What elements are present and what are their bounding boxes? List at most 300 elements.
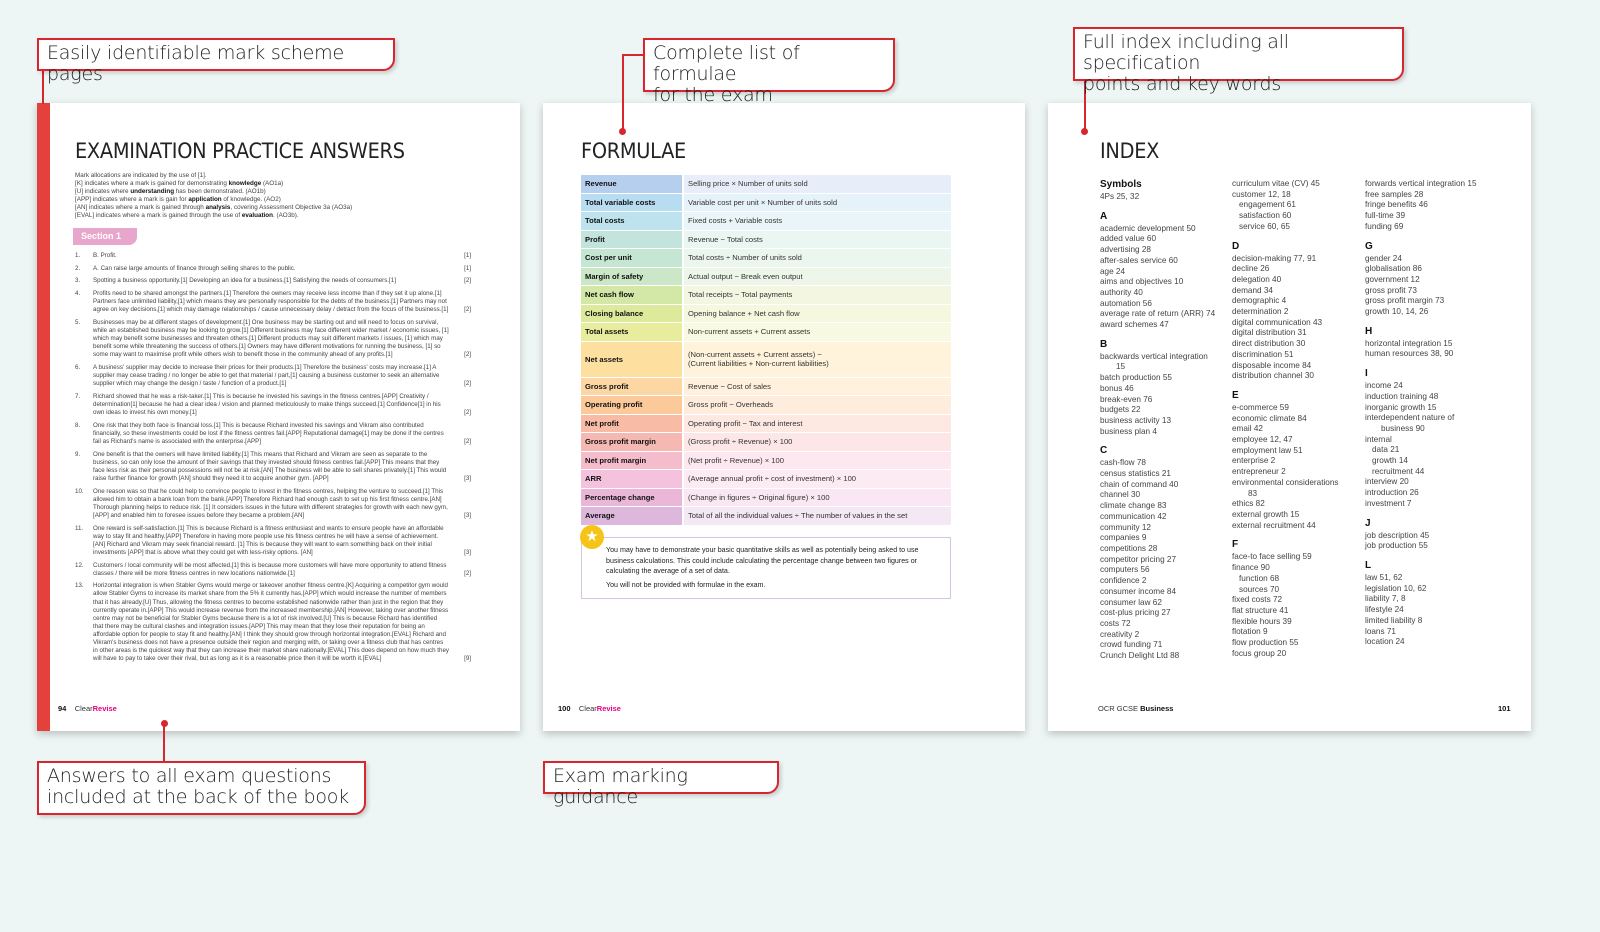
index-entry: finance 90 bbox=[1232, 563, 1270, 573]
index-entry: induction training 48 bbox=[1365, 391, 1439, 401]
index-entry: after-sales service 60 bbox=[1100, 255, 1178, 265]
formula-expression: Revenue − Cost of sales bbox=[684, 378, 951, 396]
index-entry: creativity 2 bbox=[1100, 629, 1140, 639]
index-entry: break-even 76 bbox=[1100, 394, 1153, 404]
answer-marks: [3] bbox=[464, 474, 471, 482]
formula-row bbox=[581, 378, 951, 396]
index-entry: interdependent nature of bbox=[1365, 413, 1455, 423]
index-entry: engagement 61 bbox=[1239, 200, 1296, 210]
formula-name: Margin of safety bbox=[581, 268, 682, 286]
index-letter-heading: E bbox=[1232, 389, 1239, 401]
brand-logo-revise: Revise bbox=[596, 704, 621, 713]
answer-marks: [2] bbox=[464, 351, 471, 359]
intro-keyword: application bbox=[188, 195, 222, 203]
formula-row bbox=[581, 323, 951, 341]
index-entry: flexible hours 39 bbox=[1232, 616, 1292, 626]
answer-number: 9. bbox=[75, 450, 81, 458]
index-entry: competitor pricing 27 bbox=[1100, 554, 1176, 564]
callout-text: Exam marking guidance bbox=[553, 765, 688, 808]
index-letter-heading: G bbox=[1365, 240, 1373, 252]
formula-name: Operating profit bbox=[581, 396, 682, 414]
index-entry: average rate of return (ARR) 74 bbox=[1100, 309, 1216, 319]
intro-text: has been demonstrated. (AO1b) bbox=[174, 187, 266, 195]
index-entry: community 12 bbox=[1100, 522, 1151, 532]
answer-item bbox=[75, 488, 471, 520]
index-entry: sources 70 bbox=[1239, 584, 1280, 594]
answer-text: One reason was so that he could help to convince people to invest in the fitness centres, helping the venture to succeed.[1] This allowed him to obtain a bank loan from the bank.[APP] Therefore Richard had enough cash to set up his first fitness centre.[AN] Thorough planning helps to reduce risk. [1] It considers issues in the future with different strategies for growth with each new gym,[APP] and enabled him to foresee issues before they became a problem.[AN] bbox=[93, 487, 448, 519]
index-entry: advertising 28 bbox=[1100, 245, 1151, 255]
callout-text: included at the back of the book bbox=[47, 786, 349, 808]
formula-expression: Revenue − Total costs bbox=[684, 231, 951, 249]
index-entry: authority 40 bbox=[1100, 287, 1143, 297]
index-entry: full-time 39 bbox=[1365, 211, 1406, 221]
answer-item bbox=[75, 562, 471, 578]
answer-text: Businesses may be at different stages of development.[1] One business may be starting out and will need to focus on survival, while an established business may be looking to grow.[1] Different business may face different wider market / economic issues, [1] which may benefit some businesses and threaten others.[1] Different products may suit different markets / issues, [1] which may benefit some while threatening the success of others.[1] Owners may have different motivations for running the business, [1] so some may want to maximise profit while others wish to benefit those in the community ahead of any profits.[1] bbox=[93, 318, 449, 359]
formula-name: ARR bbox=[581, 470, 682, 488]
index-entry: law 51, 62 bbox=[1365, 572, 1403, 582]
page-footer bbox=[1098, 704, 1173, 713]
formula-name: Revenue bbox=[581, 175, 682, 193]
index-entry: gross profit 73 bbox=[1365, 285, 1417, 295]
answer-number: 6. bbox=[75, 364, 81, 371]
index-entry: focus group 20 bbox=[1232, 648, 1287, 658]
footer-course: OCR GCSE bbox=[1098, 704, 1141, 713]
intro-text: of knowledge. (AO2) bbox=[221, 195, 281, 203]
callout-text: Easily identifiable mark scheme pages bbox=[47, 42, 344, 85]
index-entry: business 90 bbox=[1381, 423, 1425, 433]
formula-expression: Variable cost per unit × Number of units sold bbox=[684, 194, 951, 212]
index-entry: disposable income 84 bbox=[1232, 360, 1312, 370]
footer-subject: Business bbox=[1140, 704, 1174, 713]
connector-dot bbox=[1081, 128, 1088, 135]
callout-index bbox=[1073, 27, 1404, 95]
callout-text: for the exam bbox=[653, 84, 773, 106]
formula-row bbox=[581, 452, 951, 470]
answer-item bbox=[75, 277, 471, 285]
callout-text: points and key words bbox=[1083, 73, 1282, 95]
formula-expression: (Net profit ÷ Revenue) × 100 bbox=[684, 452, 951, 470]
index-entry: computers 56 bbox=[1100, 565, 1150, 575]
index-entry: external recruitment 44 bbox=[1232, 520, 1316, 530]
index-entry: human resources 38, 90 bbox=[1365, 349, 1454, 359]
index-entry: external growth 15 bbox=[1232, 509, 1300, 519]
index-entry: free samples 28 bbox=[1365, 189, 1424, 199]
intro-text: [AN] indicates where a mark is gained through bbox=[75, 203, 206, 211]
formula-expression: Fixed costs + Variable costs bbox=[684, 212, 951, 230]
index-entry: funding 69 bbox=[1365, 221, 1404, 231]
formula-expression: Non-current assets + Current assets bbox=[684, 323, 951, 341]
callout-text: Full index including all specification bbox=[1083, 31, 1289, 74]
index-letter-heading: B bbox=[1100, 338, 1108, 350]
index-letter-heading: A bbox=[1100, 210, 1108, 222]
index-entry: globalisation 86 bbox=[1365, 264, 1422, 274]
answer-marks: [1] bbox=[464, 252, 471, 259]
answer-number: 3. bbox=[75, 277, 81, 285]
index-entry: growth 10, 14, 26 bbox=[1365, 307, 1429, 317]
answer-number: 10. bbox=[75, 487, 84, 495]
answer-number: 4. bbox=[75, 290, 81, 298]
index-entry: cost-plus pricing 27 bbox=[1100, 608, 1171, 618]
intro-text: , covering Assessment Objective 3a (AO3a) bbox=[230, 203, 353, 211]
index-entry: digital communication 43 bbox=[1232, 317, 1323, 327]
index-entry: satisfaction 60 bbox=[1239, 211, 1292, 221]
intro-text: . (AO3b). bbox=[273, 211, 299, 219]
formulae-page bbox=[543, 103, 1025, 731]
page-title: INDEX bbox=[1100, 139, 1160, 163]
formula-name: Total variable costs bbox=[581, 194, 682, 212]
formula-row bbox=[581, 194, 951, 212]
index-entry: crowd funding 71 bbox=[1100, 640, 1163, 650]
formula-name: Net profit bbox=[581, 415, 682, 433]
index-entry: discrimination 51 bbox=[1232, 349, 1294, 359]
index-entry: confidence 2 bbox=[1100, 576, 1147, 586]
connector-line bbox=[622, 54, 644, 56]
index-entry: lifestyle 24 bbox=[1365, 605, 1404, 615]
connector-dot bbox=[619, 128, 626, 135]
answer-marks: [2] bbox=[464, 306, 471, 314]
formula-row bbox=[581, 268, 951, 286]
index-column bbox=[1232, 179, 1362, 659]
intro-line bbox=[75, 196, 352, 204]
intro-keyword: knowledge bbox=[228, 179, 262, 187]
answer-item bbox=[75, 393, 471, 417]
index-entry: direct distribution 30 bbox=[1232, 339, 1306, 349]
brand-logo-revise: Revise bbox=[92, 704, 117, 713]
formula-row bbox=[581, 433, 951, 451]
index-entry: internal bbox=[1365, 434, 1392, 444]
formula-expression: (Non-current assets + Current assets) − (Current liabilities + Non-current liabilities) bbox=[684, 342, 951, 377]
answer-number: 13. bbox=[75, 582, 84, 590]
index-entry: ethics 82 bbox=[1232, 499, 1265, 509]
page-footer bbox=[58, 704, 117, 713]
index-entry: limited liability 8 bbox=[1365, 615, 1423, 625]
formula-name: Total costs bbox=[581, 212, 682, 230]
intro-line bbox=[75, 180, 352, 188]
exam-tip-box bbox=[581, 537, 951, 599]
index-entry: costs 72 bbox=[1100, 618, 1131, 628]
page-footer-number bbox=[1498, 704, 1511, 713]
answer-item bbox=[75, 422, 471, 446]
formula-row bbox=[581, 249, 951, 267]
formula-row bbox=[581, 507, 951, 525]
callout-answers bbox=[37, 761, 366, 815]
index-entry: location 24 bbox=[1365, 637, 1405, 647]
index-entry: aims and objectives 10 bbox=[1100, 277, 1184, 287]
index-entry: demographic 4 bbox=[1232, 296, 1287, 306]
intro-text: [APP] indicates where a mark is gain for bbox=[75, 195, 189, 203]
answer-text: Horizontal integration is when Stabler Gyms would merge or takeover another fitness centre.[K] Acquiring a competitor gym would allow Stabler Gyms to increase its market share from the 5% it currently has,[APP] which would increase the number of members that it has already.[U] Thus, allowing the fitness centres to become established nationwide rather than just in the region that they currently operate in.[APP] This would increase revenue from the increased membership.[AN] However, taking over another fitness centre may not be beneficial for Stabler Gyms because there is a lot of risk involved.[U] This is because Richard has identified that there may be cultural clashes and integration issues.[APP] This may mean that they lose their reputation for being an affordable option for people to stay fit and healthy.[AN] I think they should grow through horizontal integration.[EVAL] Richard and Vikram's business does not have a presence outside their region and merging with, or taking over a fitness club that has centres in other areas is the quickest way that they can increase their market share nationally.[EVAL] This does depend on how much they will have to pay to take over their rival, but as long as it is a reasonable price then it will be worth it.[EVAL] bbox=[93, 582, 449, 663]
page-number: 101 bbox=[1498, 704, 1511, 713]
index-entry: demand 34 bbox=[1232, 285, 1273, 295]
exam-tip-note: You will not be provided with formulae in the exam. bbox=[606, 580, 766, 589]
answer-number: 2. bbox=[75, 264, 81, 272]
star-icon: ★ bbox=[580, 525, 604, 549]
formula-name: Net assets bbox=[581, 342, 682, 377]
index-entry: channel 30 bbox=[1100, 490, 1141, 500]
answer-number: 5. bbox=[75, 318, 81, 326]
answer-item bbox=[75, 265, 471, 273]
index-entry: 83 bbox=[1248, 488, 1258, 498]
index-entry: liability 7, 8 bbox=[1365, 594, 1406, 604]
index-entry: horizontal integration 15 bbox=[1365, 338, 1453, 348]
index-entry: bonus 46 bbox=[1100, 383, 1134, 393]
callout-guidance bbox=[543, 761, 779, 808]
formula-row bbox=[581, 415, 951, 433]
answer-marks: [2] bbox=[464, 409, 471, 417]
index-entry: consumer income 84 bbox=[1100, 586, 1176, 596]
mark-scheme-edge-bar bbox=[37, 103, 50, 731]
index-entry: email 42 bbox=[1232, 424, 1263, 434]
index-entry: data 21 bbox=[1372, 445, 1400, 455]
page-number: 100 bbox=[558, 704, 571, 713]
index-entry: companies 9 bbox=[1100, 533, 1147, 543]
formula-name: Net cash flow bbox=[581, 286, 682, 304]
callout-formulae bbox=[643, 38, 895, 106]
index-entry: entrepreneur 2 bbox=[1232, 467, 1286, 477]
index-letter-heading: I bbox=[1365, 368, 1368, 380]
intro-line bbox=[75, 188, 352, 196]
answer-item bbox=[75, 582, 471, 663]
formula-row bbox=[581, 396, 951, 414]
index-entry: enterprise 2 bbox=[1232, 456, 1276, 466]
index-entry: service 60, 65 bbox=[1239, 221, 1290, 231]
index-entry: consumer law 62 bbox=[1100, 597, 1162, 607]
intro-line bbox=[75, 204, 352, 212]
index-entry: age 24 bbox=[1100, 266, 1126, 276]
answer-number: 7. bbox=[75, 392, 81, 400]
answer-number: 1. bbox=[75, 252, 81, 259]
formula-expression: Actual output − Break even output bbox=[684, 268, 951, 286]
index-entry: award schemes 47 bbox=[1100, 320, 1169, 330]
index-letter-heading: D bbox=[1232, 240, 1240, 252]
formula-expression: Total receipts − Total payments bbox=[684, 286, 951, 304]
index-entry: environmental considerations bbox=[1232, 477, 1339, 487]
callout-text: Answers to all exam questions bbox=[47, 765, 332, 787]
answer-item bbox=[75, 525, 471, 557]
connector-line bbox=[42, 70, 44, 104]
index-entry: forwards vertical integration 15 bbox=[1365, 179, 1477, 188]
index-letter-heading: F bbox=[1232, 539, 1239, 551]
index-entry: digital distribution 31 bbox=[1232, 328, 1307, 338]
brand-logo-clear: Clear bbox=[578, 704, 597, 713]
answer-text: A business' supplier may decide to increase their prices for their products.[1] Therefore the business' costs may increase.[1] A supplier may cease trading / no longer be able to get that material / part,[1] causing a business customer to seek an alternative supplier which may change the design / taste / function of a product.[1] bbox=[93, 364, 440, 388]
index-entry: decision-making 77, 91 bbox=[1232, 253, 1317, 263]
index-entry: loans 71 bbox=[1365, 626, 1396, 636]
index-page bbox=[1048, 103, 1531, 731]
index-entry: business activity 13 bbox=[1100, 415, 1171, 425]
answer-marks: [3] bbox=[464, 548, 471, 556]
answer-item bbox=[75, 252, 471, 260]
index-entry: batch production 55 bbox=[1100, 373, 1172, 383]
index-entry: curriculum vitae (CV) 45 bbox=[1232, 179, 1320, 188]
answer-item bbox=[75, 451, 471, 483]
index-entry: employee 12, 47 bbox=[1232, 435, 1293, 445]
answers-page bbox=[37, 103, 520, 731]
formula-row bbox=[581, 231, 951, 249]
index-entry: added value 60 bbox=[1100, 234, 1156, 244]
answer-marks: [9] bbox=[464, 655, 471, 663]
index-entry: function 68 bbox=[1239, 573, 1280, 583]
formula-name: Gross profit margin bbox=[581, 433, 682, 451]
formula-name: Cost per unit bbox=[581, 249, 682, 267]
formula-name: Net profit margin bbox=[581, 452, 682, 470]
answer-marks: [1] bbox=[464, 264, 471, 272]
connector-line bbox=[622, 54, 624, 130]
formula-expression: Selling price × Number of units sold bbox=[684, 175, 951, 193]
formula-name: Total assets bbox=[581, 323, 682, 341]
callout-text: Complete list of formulae bbox=[653, 42, 800, 85]
page-number: 94 bbox=[58, 704, 67, 713]
index-entry: investment 7 bbox=[1365, 498, 1412, 508]
index-entry: legislation 10, 62 bbox=[1365, 583, 1427, 593]
formula-expression: (Gross profit ÷ Revenue) × 100 bbox=[684, 433, 951, 451]
index-entry: flow production 55 bbox=[1232, 638, 1299, 648]
index-entry: fringe benefits 46 bbox=[1365, 200, 1428, 210]
formula-expression: (Average annual profit ÷ cost of investment) × 100 bbox=[684, 470, 951, 488]
formula-row bbox=[581, 470, 951, 488]
answer-marks: [2] bbox=[464, 437, 471, 445]
index-entry: decline 26 bbox=[1232, 264, 1270, 274]
index-entry: flotation 9 bbox=[1232, 627, 1268, 637]
answer-marks: [3] bbox=[464, 511, 471, 519]
index-entry: automation 56 bbox=[1100, 298, 1152, 308]
index-entry: delegation 40 bbox=[1232, 274, 1282, 284]
formulae-table bbox=[581, 175, 951, 526]
index-column bbox=[1100, 179, 1230, 662]
index-entry: budgets 22 bbox=[1100, 405, 1141, 415]
formula-name: Profit bbox=[581, 231, 682, 249]
index-letter-heading: C bbox=[1100, 445, 1108, 457]
index-entry: census statistics 21 bbox=[1100, 469, 1171, 479]
connector-line bbox=[163, 723, 165, 763]
index-letter-heading: Symbols bbox=[1100, 179, 1142, 190]
index-entry: distribution channel 30 bbox=[1232, 371, 1314, 381]
answers-list bbox=[75, 252, 471, 668]
intro-keyword: evaluation bbox=[241, 211, 274, 219]
index-entry: income 24 bbox=[1365, 381, 1403, 391]
index-entry: communication 42 bbox=[1100, 511, 1167, 521]
index-entry: chain of command 40 bbox=[1100, 479, 1179, 489]
formula-row bbox=[581, 286, 951, 304]
index-entry: competitions 28 bbox=[1100, 543, 1158, 553]
intro-line bbox=[75, 212, 352, 220]
formula-expression: Gross profit − Overheads bbox=[684, 396, 951, 414]
index-entry: gender 24 bbox=[1365, 253, 1402, 263]
page-footer bbox=[558, 704, 621, 713]
brand-logo-clear: Clear bbox=[74, 704, 93, 713]
answer-text: Customers / local community will be most affected,[1] this is because more customers will have more opportunity to attend fitness classes / there will be more fitness centres in new locations nationwide.[1] bbox=[93, 561, 447, 577]
index-entry: job description 45 bbox=[1365, 530, 1430, 540]
answer-text: One benefit is that the owners will have limited liability.[1] This means that Richard and Vikram are seen as separate to the business, so can only lose the amount of their savings that they invested should fitness centres fail.[APP] This means that they face less risk as their personal possessions will not be at risk.[AN] The business will be able to sell shares privately.[1] This would raise further finance for growth [AN] should they need it to acquire another gym. [APP] bbox=[93, 450, 447, 482]
index-entry: flat structure 41 bbox=[1232, 605, 1289, 615]
formula-name: Average bbox=[581, 507, 682, 525]
index-entry: employment law 51 bbox=[1232, 445, 1303, 455]
answer-text: A. Can raise large amounts of finance through selling shares to the public. bbox=[93, 264, 296, 272]
formula-row bbox=[581, 342, 951, 377]
index-entry: backwards vertical integration bbox=[1100, 351, 1208, 361]
callout-mark-scheme bbox=[37, 38, 395, 85]
answer-text: One risk that they both face is financial loss.[1] This is because Richard invested his savings and Vikram also contributed financially, so these investments could be lost if the fitness centres fail.[APP] Reputational damage[1] may be done if the centres fail as Richard's name is associated with the enterprise.[APP] bbox=[93, 421, 444, 445]
index-letter-heading: L bbox=[1365, 559, 1372, 571]
mark-allocation-key bbox=[75, 172, 352, 219]
index-entry: gross profit margin 73 bbox=[1365, 296, 1445, 306]
index-entry: government 12 bbox=[1365, 274, 1420, 284]
formula-expression: Operating profit − Tax and interest bbox=[684, 415, 951, 433]
formula-expression: Total of all the individual values ÷ The number of values in the set bbox=[684, 507, 951, 525]
index-entry: interview 20 bbox=[1365, 477, 1409, 487]
formula-row bbox=[581, 489, 951, 507]
intro-keyword: understanding bbox=[130, 187, 175, 195]
answer-item bbox=[75, 290, 471, 314]
formula-expression: Total costs ÷ Number of units sold bbox=[684, 249, 951, 267]
intro-text: [U] indicates where bbox=[75, 187, 131, 195]
index-entry: fixed costs 72 bbox=[1232, 595, 1283, 605]
intro-text: [EVAL] indicates where a mark is gained through the use of bbox=[75, 211, 242, 219]
formula-expression: Opening balance + Net cash flow bbox=[684, 305, 951, 323]
answer-marks: [2] bbox=[464, 569, 471, 577]
index-entry: determination 2 bbox=[1232, 307, 1289, 317]
index-letter-heading: J bbox=[1365, 517, 1371, 529]
index-entry: recruitment 44 bbox=[1372, 466, 1425, 476]
index-column bbox=[1365, 179, 1495, 648]
index-letter-heading: H bbox=[1365, 325, 1373, 337]
intro-text: [K] indicates where a mark is gained for demonstrating bbox=[75, 179, 229, 187]
page-title: EXAMINATION PRACTICE ANSWERS bbox=[75, 139, 405, 163]
answer-text: Spotting a business opportunity.[1] Developing an idea for a business.[1] Satisfying the needs of consumers.[1] bbox=[93, 277, 396, 285]
answer-text: B. Profit. bbox=[93, 252, 117, 259]
page-title: FORMULAE bbox=[581, 139, 686, 163]
index-entry: business plan 4 bbox=[1100, 426, 1157, 436]
answer-text: One reward is self-satisfaction.[1] This is because Richard is a fitness enthusiast and wants to ensure people have an affordable way to stay fit and healthy.[APP] Therefore in having more people use his fitness centres he will have a sense of achievement.[AN] Richard and Vikram may seek financial reward. [1] This is because they will want to earn something back on their initial investments [APP] that is above what they could get with less-risky options. [AN] bbox=[93, 524, 444, 556]
answer-number: 12. bbox=[75, 561, 84, 569]
answer-marks: [2] bbox=[464, 380, 471, 388]
formula-name: Gross profit bbox=[581, 378, 682, 396]
answer-marks: [2] bbox=[464, 277, 471, 285]
index-entry: inorganic growth 15 bbox=[1365, 402, 1437, 412]
answer-item bbox=[75, 319, 471, 359]
formula-expression: (Change in figures ÷ Original figure) × 100 bbox=[684, 489, 951, 507]
answer-text: Profits need to be shared amongst the partners.[1] Therefore the owners may receive less income than if they set it up alone.[1] Partners face unlimited liability,[1] which means they are personally responsible for the debts of the business.[1] Partners may not agree on key decisions,[1] which may damage relationships / cause unnecessary delay / detract from the focus of the business.[1] bbox=[93, 290, 449, 314]
answer-text: Richard showed that he was a risk-taker.[1] This is because he invested his savings in the fitness centres.[APP] Creativity / determination[1] because he had a clear idea / vision and planned meticulously to make things succeed.[1] Confidence[1] in his own ideas to invest his own money.[1] bbox=[93, 392, 441, 417]
index-entry: introduction 26 bbox=[1365, 488, 1419, 498]
index-entry: 15 bbox=[1116, 362, 1126, 372]
answer-item bbox=[75, 364, 471, 388]
answer-number: 11. bbox=[75, 524, 84, 532]
index-entry: face-to face selling 59 bbox=[1232, 552, 1312, 562]
index-entry: cash-flow 78 bbox=[1100, 458, 1146, 468]
index-entry: growth 14 bbox=[1372, 456, 1408, 466]
index-entry: climate change 83 bbox=[1100, 501, 1167, 511]
formula-row bbox=[581, 212, 951, 230]
answer-number: 8. bbox=[75, 421, 81, 429]
exam-tip-text: You may have to demonstrate your basic quantitative skills as well as potentially being asked to use business calculations. This could include calculating the percentage change between two figures or calculating the average of a set of data. bbox=[606, 546, 919, 575]
intro-keyword: analysis bbox=[205, 203, 231, 211]
index-entry: 4Ps 25, 32 bbox=[1100, 192, 1140, 201]
intro-line bbox=[75, 172, 352, 180]
formula-row bbox=[581, 175, 951, 193]
intro-text: (AO1a) bbox=[261, 179, 284, 187]
formula-name: Percentage change bbox=[581, 489, 682, 507]
index-entry: economic climate 84 bbox=[1232, 413, 1307, 423]
index-entry: job production 55 bbox=[1365, 541, 1428, 551]
section-badge: Section 1 bbox=[73, 228, 137, 245]
index-entry: e-commerce 59 bbox=[1232, 402, 1289, 412]
formula-name: Closing balance bbox=[581, 305, 682, 323]
index-entry: customer 12, 18 bbox=[1232, 189, 1291, 199]
intro-text: Mark allocations are indicated by the use of [1]. bbox=[75, 172, 207, 179]
formula-row bbox=[581, 305, 951, 323]
index-entry: academic development 50 bbox=[1100, 223, 1196, 233]
